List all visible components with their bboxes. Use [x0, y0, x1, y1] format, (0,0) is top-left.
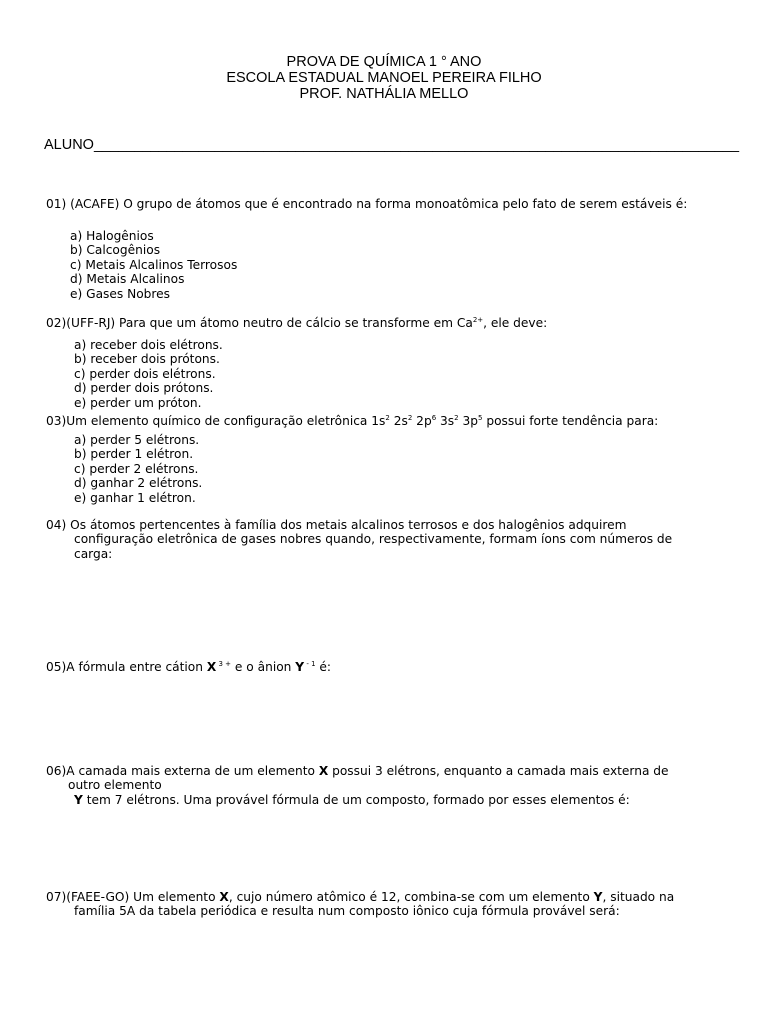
superscript: 2 — [454, 413, 459, 422]
question-7-line-2: família 5A da tabela periódica e resulta num composto iônico cuja fórmula provável será: — [74, 904, 620, 919]
question-1 — [46, 197, 687, 211]
question-4-line-3: carga: — [74, 546, 113, 561]
question-3-text: 2s — [389, 414, 408, 428]
question-6-line-1 — [46, 764, 669, 778]
element-y: Y — [593, 890, 603, 904]
option-c: c) perder 2 elétrons. — [74, 461, 199, 476]
question-2-options — [74, 338, 223, 410]
question-2-text-end: , ele deve: — [483, 316, 548, 330]
question-3-options — [74, 433, 202, 505]
question-7-text: 07)(FAEE-GO) Um elemento — [46, 890, 220, 904]
header-school: ESCOLA ESTADUAL MANOEL PEREIRA FILHO — [226, 70, 542, 86]
option-d: d) Metais Alcalinos — [70, 272, 185, 287]
calcium-charge: 2+ — [472, 315, 484, 324]
option-e: e) Gases Nobres — [70, 286, 171, 301]
question-4 — [46, 518, 672, 561]
question-6 — [46, 764, 669, 807]
question-5-text: e o ânion — [231, 660, 296, 674]
option-e: e) perder um próton. — [74, 395, 202, 410]
question-1-text: 01) (ACAFE) O grupo de átomos que é encontrado na forma monoatômica pelo fato de serem estáveis é: — [46, 197, 688, 211]
cation-charge: 3 + — [216, 659, 232, 668]
question-1-options — [70, 229, 237, 301]
option-b: b) receber dois prótons. — [74, 352, 220, 367]
option-b: b) Calcogênios — [70, 243, 161, 258]
header-title: PROVA DE QUÍMICA 1 ° ANO — [286, 54, 482, 70]
question-3-text: 2p — [412, 414, 432, 428]
question-3-text: 3p — [458, 414, 478, 428]
superscript: 2 — [385, 413, 390, 422]
question-2 — [46, 316, 547, 330]
option-c: c) Metais Alcalinos Terrosos — [70, 257, 238, 272]
superscript: 2 — [407, 413, 413, 422]
student-name-line: ALUNO________________________________________________________________________________ — [44, 137, 740, 153]
superscript: 5 — [477, 413, 483, 422]
anion-charge: - 1 — [304, 659, 316, 668]
question-4-line-1: 04) Os átomos pertencentes à família dos metais alcalinos terrosos e dos halogênios adquirem — [46, 518, 627, 532]
question-7-text: , cujo número atômico é 12, combina-se com um elemento — [228, 890, 594, 904]
element-x: X — [206, 660, 217, 674]
question-5-text: é: — [315, 660, 332, 674]
option-a: a) perder 5 elétrons. — [74, 433, 200, 447]
question-4-line-2: configuração eletrônica de gases nobres quando, respectivamente, formam íons com números de — [74, 532, 673, 547]
header-teacher: PROF. NATHÁLIA MELLO — [299, 86, 469, 102]
superscript: 6 — [431, 413, 437, 422]
question-6-line-2: outro elemento — [68, 778, 162, 793]
option-d: d) ganhar 2 elétrons. — [74, 476, 203, 491]
question-3 — [46, 414, 658, 428]
exam-header — [0, 54, 768, 102]
element-x: X — [318, 764, 329, 778]
option-d: d) perder dois prótons. — [74, 381, 214, 396]
question-7-text: , situado na — [602, 890, 675, 904]
question-5-text: 05)A fórmula entre cátion — [46, 660, 207, 674]
option-e: e) ganhar 1 elétron. — [74, 490, 196, 505]
question-6-text: 06)A camada mais externa de um elemento — [46, 764, 319, 778]
question-3-text: 3s — [436, 414, 455, 428]
question-3-text: 03)Um elemento químico de configuração eletrônica 1s — [46, 414, 386, 428]
question-5 — [46, 660, 331, 674]
question-6-text: tem 7 elétrons. Uma provável fórmula de um composto, formado por esses elementos é: — [82, 792, 630, 807]
question-7-line-1 — [46, 890, 674, 904]
question-6-line-3 — [46, 793, 669, 807]
question-6-text: possui 3 elétrons, enquanto a camada mais externa de — [328, 764, 669, 778]
option-a: a) receber dois elétrons. — [74, 338, 223, 352]
option-c: c) perder dois elétrons. — [74, 366, 216, 381]
option-a: a) Halogênios — [70, 229, 154, 243]
question-2-text-start: 02)(UFF-RJ) Para que um átomo neutro de cálcio se transforme em Ca — [46, 316, 473, 330]
question-7 — [46, 890, 674, 919]
element-x: X — [219, 890, 229, 904]
question-3-text: possui forte tendência para: — [482, 414, 659, 428]
option-b: b) perder 1 elétron. — [74, 447, 194, 462]
element-y: Y — [74, 792, 83, 807]
element-y: Y — [295, 660, 305, 674]
